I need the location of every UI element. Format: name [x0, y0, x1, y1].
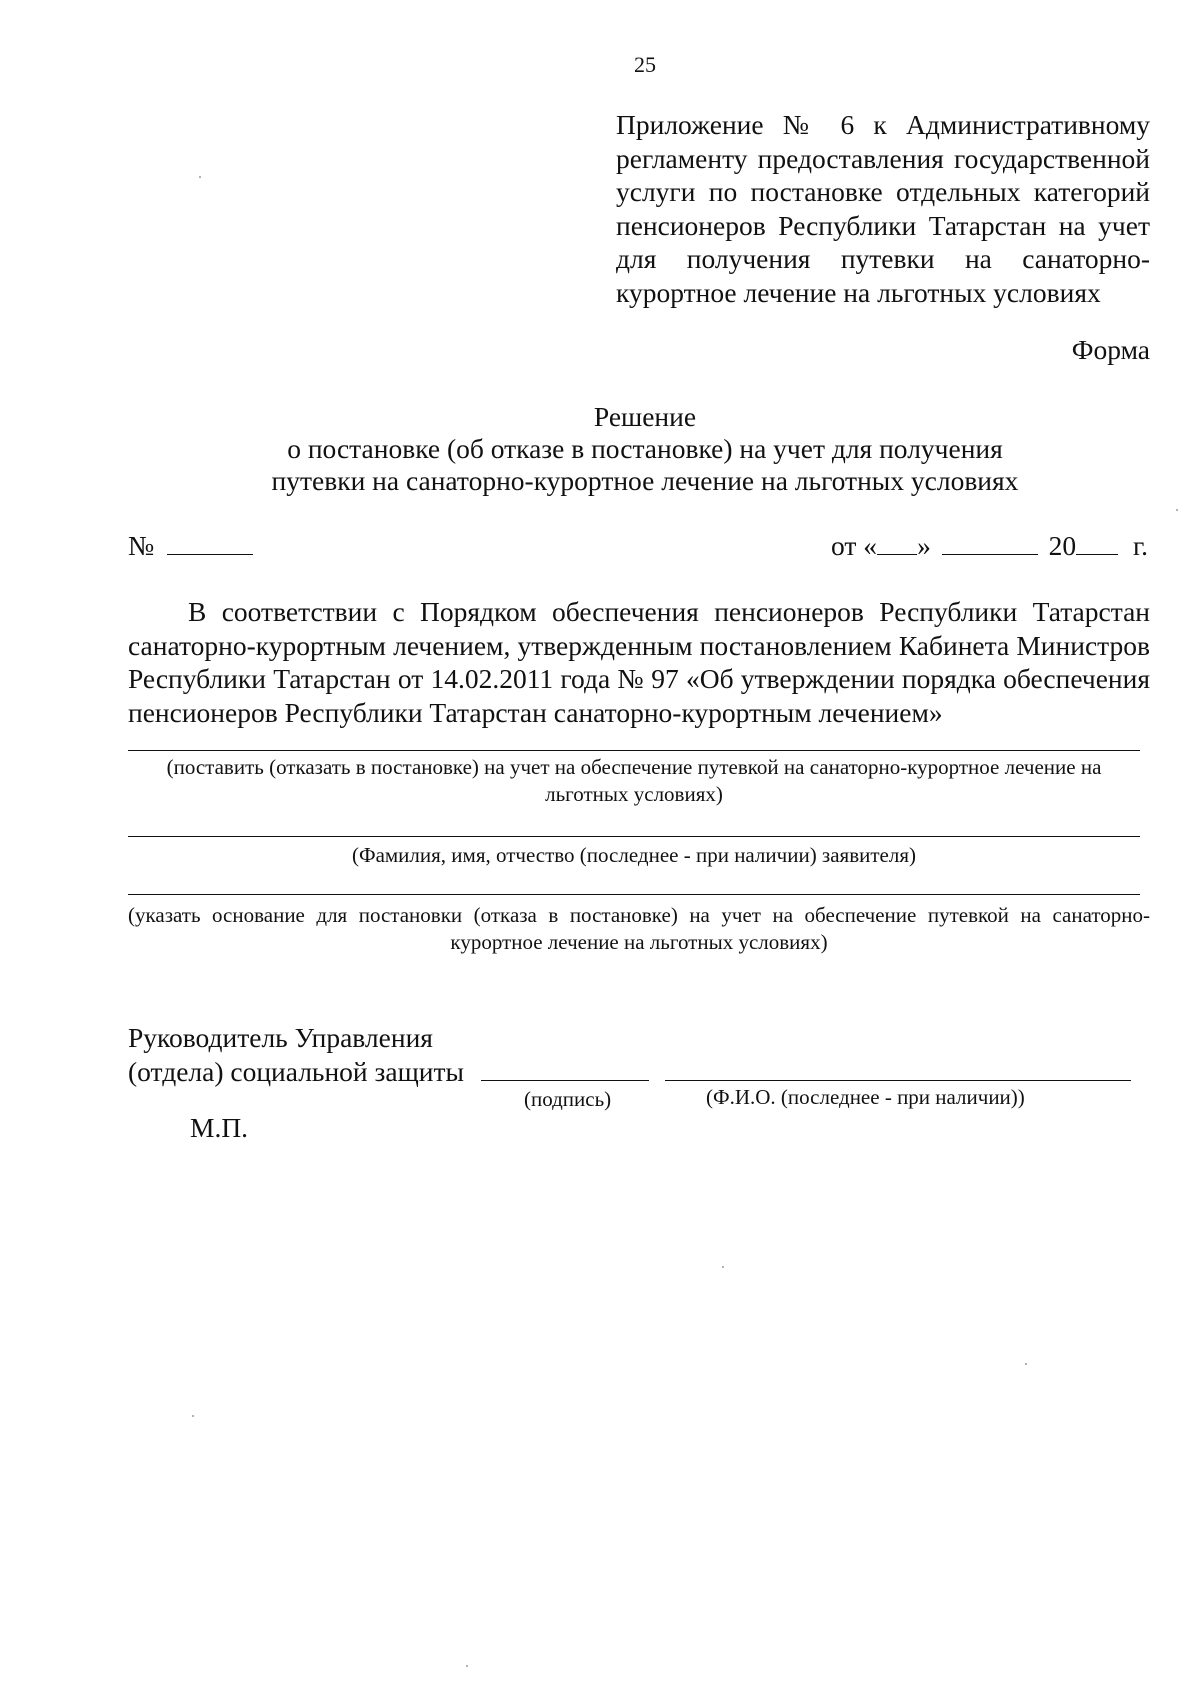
date-prefix: от « [831, 530, 878, 561]
applicant-name-input-line[interactable] [128, 836, 1140, 837]
signer-name-caption: (Ф.И.О. (последнее - при наличии)) [706, 1085, 1025, 1109]
stamp-label: М.П. [190, 1112, 249, 1143]
form-label: Форма [1071, 334, 1150, 365]
appendix-note: Приложение № 6 к Административному регламенту предоставления государственной услуги по постановке отдельных категорий пенсионеров Республики Татарстан на учет для получения путевки на санаторно-курортное лечение на льготных условиях [616, 109, 1150, 308]
page-number: 25 [634, 52, 656, 77]
signer-line-1: Руководитель Управления [128, 1022, 433, 1053]
signer-title [128, 1021, 464, 1089]
scan-speck [722, 1266, 724, 1268]
decision-caption: (поставить (отказать в постановке) на учет на обеспечение путевкой на санаторно-курортное лечение на льготных условиях) [166, 755, 1102, 806]
date-day-blank[interactable] [877, 532, 917, 555]
scan-speck [1025, 1363, 1027, 1365]
signature-line[interactable] [481, 1080, 649, 1081]
signature-caption: (подпись) [524, 1087, 612, 1111]
decision-number-blank[interactable] [167, 532, 253, 555]
decision-basis-paragraph: В соответствии с Порядком обеспечения пенсионеров Республики Татарстан санаторно-курортным лечением, утвержденным постановлением Кабинета Министров Республики Татарстан от 14.02.2011 года № 97 «Об утверждении порядка обеспечения пенсионеров Республики Татарстан санаторно-курортным лечением» [128, 596, 1150, 728]
number-sign: № [128, 530, 155, 561]
signer-line-2: (отдела) социальной защиты [128, 1056, 464, 1087]
decision-date-field [831, 530, 1148, 562]
date-month-blank[interactable] [942, 532, 1038, 555]
basis-caption: (указать основание для постановки (отказа в постановке) на учет на обеспечение путевкой на санаторно-курортное лечение на льготных условиях) [128, 903, 1150, 954]
title-line-2: путевки на санаторно-курортное лечение на льготных условиях [271, 465, 1019, 496]
title-line-1: о постановке (об отказе в постановке) на учет для получения [287, 433, 1003, 464]
date-quote-close: » [917, 530, 931, 561]
basis-input-line[interactable] [128, 894, 1140, 895]
scan-speck [192, 1415, 194, 1417]
decision-input-line[interactable] [128, 750, 1140, 751]
signer-name-line[interactable] [665, 1080, 1131, 1081]
title-heading: Решение [593, 401, 697, 432]
date-year-blank[interactable] [1076, 532, 1118, 555]
decision-number-field [128, 530, 253, 562]
date-year-prefix: 20 [1048, 530, 1077, 561]
scan-speck [1176, 509, 1178, 511]
scan-speck [199, 176, 201, 178]
scan-speck [466, 1665, 468, 1667]
document-title [0, 401, 1200, 497]
applicant-caption: (Фамилия, имя, отчество (последнее - при наличии) заявителя) [351, 843, 916, 867]
date-year-suffix: г. [1132, 530, 1148, 561]
